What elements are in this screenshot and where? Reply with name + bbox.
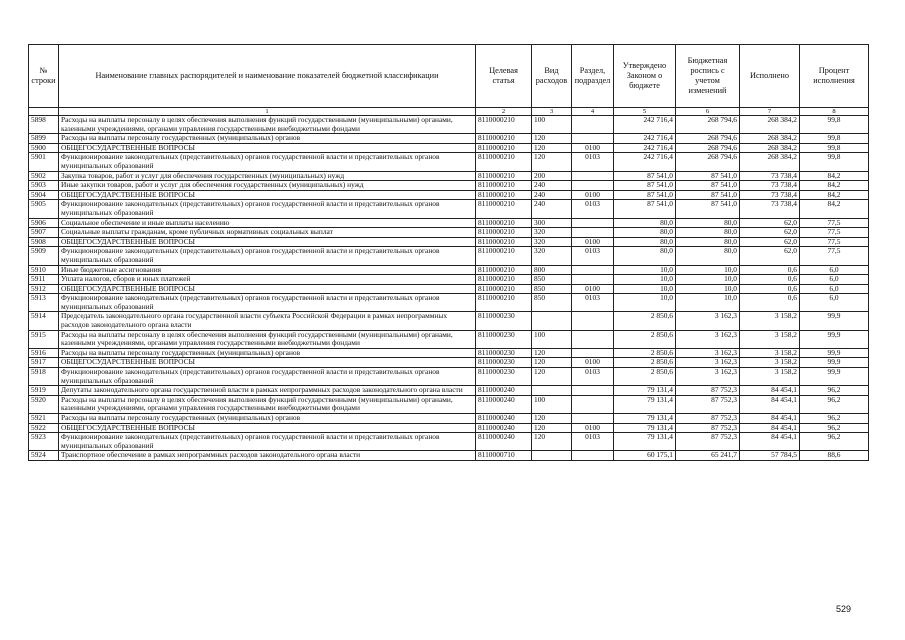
table-row	[29, 181, 869, 191]
approved-amount: 79 131,4	[614, 423, 676, 433]
target-article: 8110000210	[476, 134, 532, 144]
expense-type: 200	[532, 171, 572, 181]
budget-list-amount: 87 752,3	[676, 433, 740, 451]
expense-type: 100	[532, 395, 572, 413]
execution-percent: 96,2	[800, 433, 869, 451]
approved-amount: 80,0	[614, 218, 676, 228]
section-code: 0100	[572, 237, 614, 247]
budget-list-amount: 268 794,6	[676, 134, 740, 144]
section-code: 0100	[572, 284, 614, 294]
execution-percent: 6,0	[800, 275, 869, 285]
target-article: 8110000210	[476, 200, 532, 218]
row-number: 5906	[29, 218, 59, 228]
column-number: 8	[800, 108, 869, 116]
row-name: Иные закупки товаров, работ и услуг для обеспечения государственных (муниципальных) нужд	[59, 181, 476, 191]
target-article: 8110000240	[476, 423, 532, 433]
approved-amount: 242 716,4	[614, 153, 676, 171]
table-row	[29, 330, 869, 348]
approved-amount: 10,0	[614, 294, 676, 312]
expense-type: 850	[532, 284, 572, 294]
row-name: Функционирование законодательных (представительных) органов государственной власти и представительных органов муниципальных образований	[59, 368, 476, 386]
header-name: Наименование главных распорядителей и наименование показателей бюджетной классификации	[59, 45, 476, 108]
execution-percent: 99,9	[800, 312, 869, 330]
executed-amount: 3 158,2	[740, 330, 800, 348]
table-row	[29, 228, 869, 238]
row-number: 5919	[29, 386, 59, 396]
table-row	[29, 312, 869, 330]
executed-amount: 62,0	[740, 247, 800, 265]
header-budget-list: Бюджетная роспись с учетом изменений	[676, 45, 740, 108]
target-article: 8110000210	[476, 181, 532, 191]
budget-list-amount: 3 162,3	[676, 368, 740, 386]
table-row	[29, 294, 869, 312]
budget-list-amount: 65 241,7	[676, 451, 740, 461]
row-name: Функционирование законодательных (представительных) органов государственной власти и представительных органов муниципальных образований	[59, 433, 476, 451]
execution-percent: 99,8	[800, 143, 869, 153]
execution-percent: 99,8	[800, 153, 869, 171]
row-name: Расходы на выплаты персоналу государственных (муниципальных) органов	[59, 134, 476, 144]
column-number: 3	[532, 108, 572, 116]
expense-type: 120	[532, 348, 572, 358]
row-number: 5924	[29, 451, 59, 461]
row-number: 5899	[29, 134, 59, 144]
approved-amount: 2 850,6	[614, 358, 676, 368]
budget-list-amount: 80,0	[676, 218, 740, 228]
expense-type: 100	[532, 330, 572, 348]
approved-amount: 79 131,4	[614, 414, 676, 424]
expense-type: 120	[532, 423, 572, 433]
expense-type: 100	[532, 116, 572, 134]
column-number: 1	[59, 108, 476, 116]
section-code	[572, 312, 614, 330]
executed-amount: 268 384,2	[740, 134, 800, 144]
approved-amount: 2 850,6	[614, 312, 676, 330]
table-row	[29, 395, 869, 413]
executed-amount: 84 454,1	[740, 414, 800, 424]
execution-percent: 96,2	[800, 395, 869, 413]
table-row	[29, 134, 869, 144]
target-article: 8110000240	[476, 433, 532, 451]
approved-amount: 80,0	[614, 228, 676, 238]
row-name: Уплата налогов, сборов и иных платежей	[59, 275, 476, 285]
budget-list-amount: 87 541,0	[676, 181, 740, 191]
row-number: 5912	[29, 284, 59, 294]
header-executed: Исполнено	[740, 45, 800, 108]
row-number: 5923	[29, 433, 59, 451]
approved-amount: 242 716,4	[614, 143, 676, 153]
row-name: Функционирование законодательных (представительных) органов государственной власти и представительных органов муниципальных образований	[59, 200, 476, 218]
approved-amount: 80,0	[614, 247, 676, 265]
budget-list-amount: 10,0	[676, 275, 740, 285]
row-number: 5901	[29, 153, 59, 171]
execution-percent: 77,5	[800, 247, 869, 265]
header-target-article: Целевая статья	[476, 45, 532, 108]
approved-amount: 87 541,0	[614, 200, 676, 218]
approved-amount: 80,0	[614, 237, 676, 247]
execution-percent: 99,9	[800, 330, 869, 348]
executed-amount: 84 454,1	[740, 386, 800, 396]
target-article: 8110000210	[476, 275, 532, 285]
execution-percent: 6,0	[800, 294, 869, 312]
section-code	[572, 181, 614, 191]
execution-percent: 99,9	[800, 368, 869, 386]
target-article: 8110000230	[476, 330, 532, 348]
expense-type: 120	[532, 414, 572, 424]
section-code	[572, 395, 614, 413]
section-code: 0103	[572, 294, 614, 312]
target-article: 8110000210	[476, 171, 532, 181]
row-number: 5910	[29, 265, 59, 275]
table-body	[29, 116, 869, 461]
executed-amount: 57 784,5	[740, 451, 800, 461]
table-row	[29, 433, 869, 451]
executed-amount: 3 158,2	[740, 312, 800, 330]
execution-percent: 6,0	[800, 265, 869, 275]
section-code: 0103	[572, 153, 614, 171]
expense-type: 240	[532, 181, 572, 191]
executed-amount: 268 384,2	[740, 116, 800, 134]
column-number: 2	[476, 108, 532, 116]
column-number: 7	[740, 108, 800, 116]
expense-type: 320	[532, 228, 572, 238]
column-number: 5	[614, 108, 676, 116]
budget-report-table	[28, 44, 869, 461]
header-expense-type: Вид расходов	[532, 45, 572, 108]
approved-amount: 79 131,4	[614, 433, 676, 451]
executed-amount: 0,6	[740, 284, 800, 294]
row-number: 5913	[29, 294, 59, 312]
row-name: Председатель законодательного органа государственной власти субъекта Российской Федерации в рамках непрограммных расходов законодательного органа власти	[59, 312, 476, 330]
budget-list-amount: 268 794,6	[676, 153, 740, 171]
executed-amount: 84 454,1	[740, 423, 800, 433]
row-name: Расходы на выплаты персоналу в целях обеспечения выполнения функций государственными (муниципальными) органами, казенными учреждениями, органами управления государственными внебюджетными фондами	[59, 116, 476, 134]
row-number: 5900	[29, 143, 59, 153]
header-section: Раздел, подраздел	[572, 45, 614, 108]
budget-list-amount: 268 794,6	[676, 143, 740, 153]
target-article: 8110000230	[476, 312, 532, 330]
executed-amount: 3 158,2	[740, 358, 800, 368]
expense-type	[532, 386, 572, 396]
target-article: 8110000210	[476, 218, 532, 228]
target-article: 8110000230	[476, 348, 532, 358]
execution-percent: 84,2	[800, 190, 869, 200]
target-article: 8110000210	[476, 265, 532, 275]
column-number: 6	[676, 108, 740, 116]
executed-amount: 0,6	[740, 275, 800, 285]
row-number: 5903	[29, 181, 59, 191]
executed-amount: 62,0	[740, 228, 800, 238]
row-number: 5909	[29, 247, 59, 265]
target-article: 8110000210	[476, 116, 532, 134]
executed-amount: 62,0	[740, 218, 800, 228]
expense-type: 800	[532, 265, 572, 275]
budget-list-amount: 87 752,3	[676, 395, 740, 413]
section-code	[572, 451, 614, 461]
table-row	[29, 368, 869, 386]
executed-amount: 268 384,2	[740, 153, 800, 171]
budget-list-amount: 87 541,0	[676, 171, 740, 181]
section-code	[572, 265, 614, 275]
approved-amount: 10,0	[614, 265, 676, 275]
budget-list-amount: 87 541,0	[676, 200, 740, 218]
execution-percent: 84,2	[800, 171, 869, 181]
table-row	[29, 200, 869, 218]
section-code: 0100	[572, 423, 614, 433]
row-name: Транспортное обеспечение в рамках непрограммных расходов законодательного органа власти	[59, 451, 476, 461]
row-number: 5898	[29, 116, 59, 134]
header-percent: Процент исполнения	[800, 45, 869, 108]
section-code	[572, 330, 614, 348]
execution-percent: 96,2	[800, 423, 869, 433]
section-code: 0100	[572, 358, 614, 368]
target-article: 8110000210	[476, 190, 532, 200]
row-name: Функционирование законодательных (представительных) органов государственной власти и представительных органов муниципальных образований	[59, 247, 476, 265]
target-article: 8110000240	[476, 386, 532, 396]
approved-amount: 87 541,0	[614, 171, 676, 181]
section-code	[572, 414, 614, 424]
header-approved: Утверждено Законом о бюджете	[614, 45, 676, 108]
header-row	[29, 45, 869, 108]
row-name: Расходы на выплаты персоналу в целях обеспечения выполнения функций государственными (муниципальными) органами, казенными учреждениями, органами управления государственными внебюджетными фондами	[59, 395, 476, 413]
expense-type: 850	[532, 294, 572, 312]
table-row	[29, 275, 869, 285]
row-name: Расходы на выплаты персоналу государственных (муниципальных) органов	[59, 414, 476, 424]
row-name: ОБЩЕГОСУДАРСТВЕННЫЕ ВОПРОСЫ	[59, 423, 476, 433]
budget-list-amount: 87 752,3	[676, 386, 740, 396]
table-row	[29, 451, 869, 461]
row-name: ОБЩЕГОСУДАРСТВЕННЫЕ ВОПРОСЫ	[59, 237, 476, 247]
target-article: 8110000210	[476, 247, 532, 265]
row-name: Социальные выплаты гражданам, кроме публичных нормативных социальных выплат	[59, 228, 476, 238]
section-code: 0103	[572, 200, 614, 218]
row-number: 5918	[29, 368, 59, 386]
execution-percent: 84,2	[800, 181, 869, 191]
expense-type: 320	[532, 247, 572, 265]
executed-amount: 73 738,4	[740, 171, 800, 181]
row-number: 5905	[29, 200, 59, 218]
section-code	[572, 228, 614, 238]
budget-list-amount: 10,0	[676, 284, 740, 294]
row-number: 5914	[29, 312, 59, 330]
row-name: ОБЩЕГОСУДАРСТВЕННЫЕ ВОПРОСЫ	[59, 358, 476, 368]
execution-percent: 88,6	[800, 451, 869, 461]
execution-percent: 77,5	[800, 218, 869, 228]
budget-list-amount: 3 162,3	[676, 358, 740, 368]
budget-list-amount: 80,0	[676, 247, 740, 265]
executed-amount: 0,6	[740, 294, 800, 312]
expense-type: 240	[532, 190, 572, 200]
expense-type: 120	[532, 358, 572, 368]
row-number: 5920	[29, 395, 59, 413]
row-name: ОБЩЕГОСУДАРСТВЕННЫЕ ВОПРОСЫ	[59, 143, 476, 153]
table-row	[29, 116, 869, 134]
approved-amount: 10,0	[614, 284, 676, 294]
approved-amount: 87 541,0	[614, 181, 676, 191]
row-name: Функционирование законодательных (представительных) органов государственной власти и представительных органов муниципальных образований	[59, 153, 476, 171]
row-name: Иные бюджетные ассигнования	[59, 265, 476, 275]
approved-amount: 242 716,4	[614, 116, 676, 134]
executed-amount: 73 738,4	[740, 181, 800, 191]
target-article: 8110000230	[476, 368, 532, 386]
expense-type: 320	[532, 237, 572, 247]
budget-list-amount: 3 162,3	[676, 312, 740, 330]
execution-percent: 99,9	[800, 348, 869, 358]
executed-amount: 268 384,2	[740, 143, 800, 153]
section-code	[572, 275, 614, 285]
row-name: Закупка товаров, работ и услуг для обеспечения государственных (муниципальных) нужд	[59, 171, 476, 181]
budget-list-amount: 80,0	[676, 228, 740, 238]
expense-type: 240	[532, 200, 572, 218]
execution-percent: 99,9	[800, 358, 869, 368]
table-row	[29, 414, 869, 424]
row-number: 5902	[29, 171, 59, 181]
target-article: 8110000710	[476, 451, 532, 461]
expense-type: 300	[532, 218, 572, 228]
section-code	[572, 218, 614, 228]
expense-type	[532, 451, 572, 461]
section-code: 0100	[572, 190, 614, 200]
row-name: Функционирование законодательных (представительных) органов государственной власти и представительных органов муниципальных образований	[59, 294, 476, 312]
budget-list-amount: 87 541,0	[676, 190, 740, 200]
budget-list-amount: 10,0	[676, 294, 740, 312]
budget-list-amount: 10,0	[676, 265, 740, 275]
approved-amount: 60 175,1	[614, 451, 676, 461]
approved-amount: 2 850,6	[614, 330, 676, 348]
executed-amount: 84 454,1	[740, 395, 800, 413]
page-number: 529	[836, 604, 852, 614]
row-name: Депутаты законодательного органа государственной власти в рамках непрограммных расходов законодательного органа власти	[59, 386, 476, 396]
execution-percent: 96,2	[800, 386, 869, 396]
row-number: 5915	[29, 330, 59, 348]
budget-list-amount: 3 162,3	[676, 348, 740, 358]
row-number: 5922	[29, 423, 59, 433]
expense-type: 120	[532, 143, 572, 153]
section-code: 0103	[572, 368, 614, 386]
budget-list-amount: 87 752,3	[676, 423, 740, 433]
row-number: 5921	[29, 414, 59, 424]
target-article: 8110000240	[476, 395, 532, 413]
table-row	[29, 386, 869, 396]
budget-list-amount: 87 752,3	[676, 414, 740, 424]
expense-type: 120	[532, 433, 572, 451]
executed-amount: 62,0	[740, 237, 800, 247]
expense-type: 850	[532, 275, 572, 285]
executed-amount: 3 158,2	[740, 368, 800, 386]
row-number: 5911	[29, 275, 59, 285]
approved-amount: 2 850,6	[614, 368, 676, 386]
section-code	[572, 116, 614, 134]
execution-percent: 84,2	[800, 200, 869, 218]
row-name: ОБЩЕГОСУДАРСТВЕННЫЕ ВОПРОСЫ	[59, 190, 476, 200]
approved-amount: 2 850,6	[614, 348, 676, 358]
execution-percent: 77,5	[800, 237, 869, 247]
target-article: 8110000240	[476, 414, 532, 424]
target-article: 8110000210	[476, 284, 532, 294]
executed-amount: 73 738,4	[740, 190, 800, 200]
section-code: 0103	[572, 433, 614, 451]
execution-percent: 96,2	[800, 414, 869, 424]
table-row	[29, 153, 869, 171]
executed-amount: 73 738,4	[740, 200, 800, 218]
section-code: 0100	[572, 143, 614, 153]
expense-type: 120	[532, 134, 572, 144]
header-row-number: № строки	[29, 45, 59, 108]
execution-percent: 6,0	[800, 284, 869, 294]
row-name: Социальное обеспечение и иные выплаты населению	[59, 218, 476, 228]
budget-list-amount: 80,0	[676, 237, 740, 247]
target-article: 8110000210	[476, 294, 532, 312]
executed-amount: 3 158,2	[740, 348, 800, 358]
row-number: 5907	[29, 228, 59, 238]
row-number: 5908	[29, 237, 59, 247]
target-article: 8110000210	[476, 228, 532, 238]
approved-amount: 242 716,4	[614, 134, 676, 144]
execution-percent: 77,5	[800, 228, 869, 238]
execution-percent: 99,8	[800, 134, 869, 144]
table-row	[29, 247, 869, 265]
section-code	[572, 171, 614, 181]
target-article: 8110000210	[476, 237, 532, 247]
budget-list-amount: 268 794,6	[676, 116, 740, 134]
execution-percent: 99,8	[800, 116, 869, 134]
executed-amount: 0,6	[740, 265, 800, 275]
row-name: Расходы на выплаты персоналу государственных (муниципальных) органов	[59, 348, 476, 358]
approved-amount: 79 131,4	[614, 395, 676, 413]
column-number: 4	[572, 108, 614, 116]
budget-list-amount: 3 162,3	[676, 330, 740, 348]
expense-type: 120	[532, 153, 572, 171]
section-code: 0103	[572, 247, 614, 265]
target-article: 8110000230	[476, 358, 532, 368]
target-article: 8110000210	[476, 153, 532, 171]
target-article: 8110000210	[476, 143, 532, 153]
approved-amount: 10,0	[614, 275, 676, 285]
row-number: 5917	[29, 358, 59, 368]
row-number: 5916	[29, 348, 59, 358]
executed-amount: 84 454,1	[740, 433, 800, 451]
section-code	[572, 386, 614, 396]
approved-amount: 79 131,4	[614, 386, 676, 396]
section-code	[572, 134, 614, 144]
approved-amount: 87 541,0	[614, 190, 676, 200]
row-number: 5904	[29, 190, 59, 200]
row-name: ОБЩЕГОСУДАРСТВЕННЫЕ ВОПРОСЫ	[59, 284, 476, 294]
row-name: Расходы на выплаты персоналу в целях обеспечения выполнения функций государственными (муниципальными) органами, казенными учреждениями, органами управления государственными внебюджетными фондами	[59, 330, 476, 348]
expense-type: 120	[532, 368, 572, 386]
expense-type	[532, 312, 572, 330]
